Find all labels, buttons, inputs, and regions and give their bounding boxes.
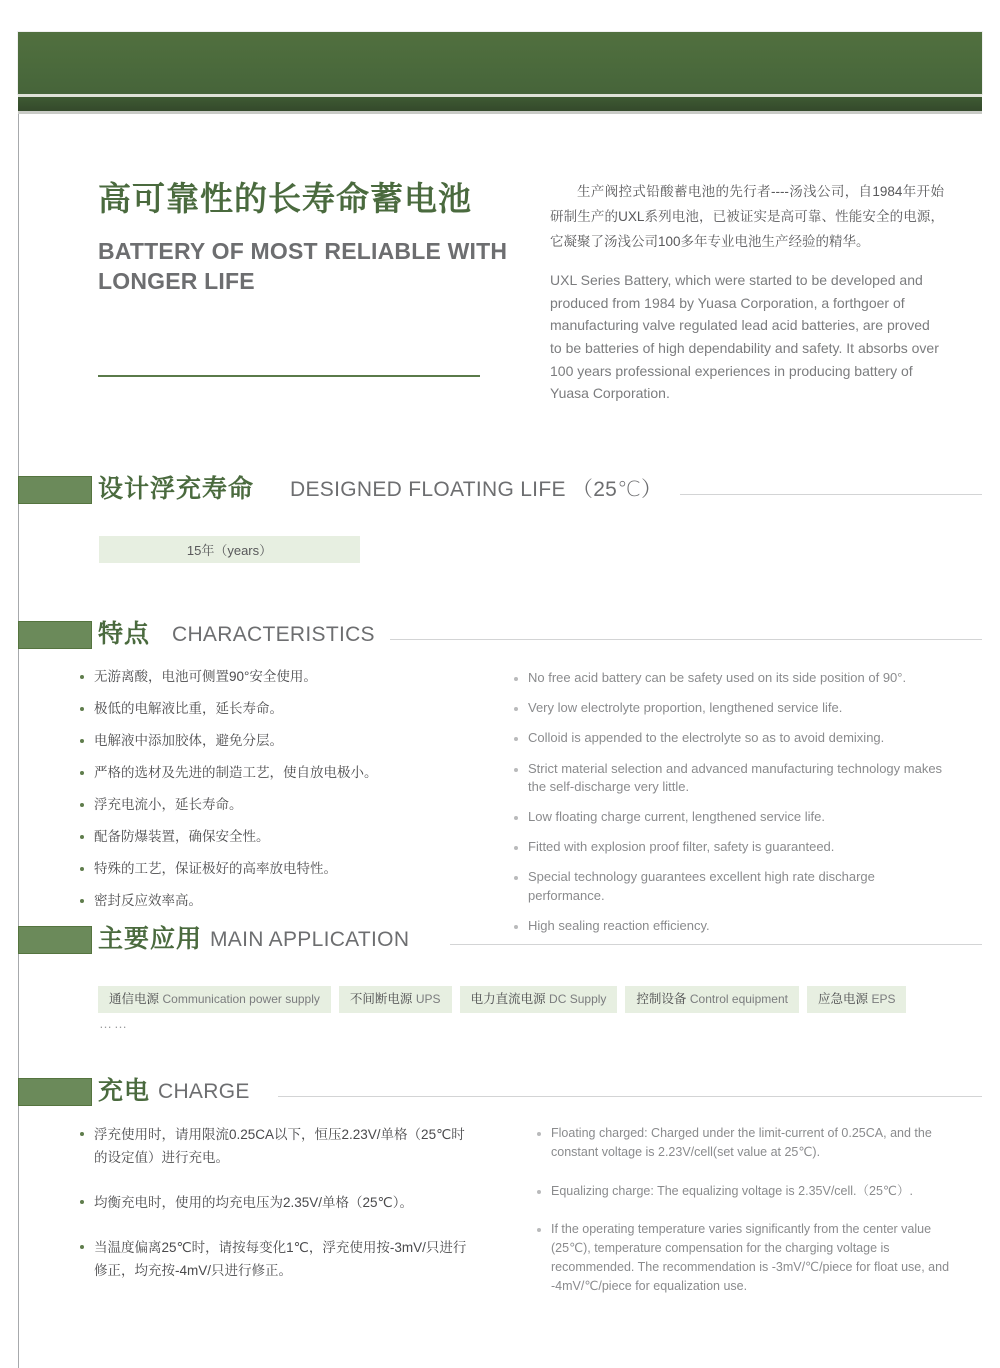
application-tag-cn: 电力直流电源 xyxy=(470,992,550,1006)
banner-foot-bar xyxy=(18,97,982,111)
application-tag-cn: 控制设备 xyxy=(636,992,690,1006)
characteristics-list-en xyxy=(512,669,952,947)
section-title-cn: 主要应用 xyxy=(98,925,203,953)
characteristic-item-cn: 浮充电流小，延长寿命。 xyxy=(78,795,488,815)
characteristic-item-en: Fitted with explosion proof filter, safety is guaranteed. xyxy=(512,838,952,856)
application-tag-cn: 应急电源 xyxy=(817,992,872,1006)
application-tag-list xyxy=(98,986,978,1013)
characteristic-item-en: Low floating charge current, lengthened service life. xyxy=(512,808,952,826)
characteristic-item-en: High sealing reaction efficiency. xyxy=(512,917,952,935)
characteristic-item-en: Colloid is appended to the electrolyte so as to avoid demixing. xyxy=(512,729,952,747)
section-heading xyxy=(0,920,1000,960)
characteristics-list-cn xyxy=(78,667,488,924)
application-tag xyxy=(625,986,799,1013)
charge-item-en: If the operating temperature varies significantly from the center value (25℃), temperature compensation for the charging voltage is recommended. The recommendation is -3mV/℃/piece for float use, and -4mV/℃/piece for equalization use. xyxy=(535,1220,955,1295)
characteristic-item-cn: 无游离酸，电池可侧置90°安全使用。 xyxy=(78,667,488,687)
characteristic-item-cn: 严格的选材及先进的制造工艺，使自放电极小。 xyxy=(78,763,488,783)
section-title-en: MAIN APPLICATION xyxy=(210,928,410,951)
page-title-en: BATTERY OF MOST RELIABLE WITH LONGER LIFE xyxy=(98,238,508,295)
section-title-en: CHARGE xyxy=(158,1080,250,1103)
application-tag-en: UPS xyxy=(415,992,441,1006)
charge-list-cn xyxy=(78,1124,478,1305)
banner-main-bar xyxy=(18,32,982,94)
application-tag-cn: 通信电源 xyxy=(109,992,163,1006)
section-rule xyxy=(680,494,982,495)
application-tag-en: EPS xyxy=(871,992,896,1006)
section-title-en: CHARACTERISTICS xyxy=(172,623,375,646)
banner-shadow xyxy=(18,111,982,114)
header-banner xyxy=(18,32,982,114)
hero-intro-block xyxy=(550,180,944,405)
section-title-cn: 充电 xyxy=(98,1077,151,1105)
section-rule xyxy=(278,1096,982,1097)
charge-item-cn: 当温度偏离25℃时，请按每变化1℃，浮充使用按-3mV/只进行修正，均充按-4mV/只进行修正。 xyxy=(78,1237,478,1283)
characteristic-item-en: No free acid battery can be safety used on its side position of 90°. xyxy=(512,669,952,687)
section-main-application xyxy=(0,920,1000,1031)
section-charge xyxy=(0,1072,1000,1293)
section-designed-floating-life xyxy=(0,470,1000,558)
intro-paragraph-en: UXL Series Battery, which were started to be developed and produced from 1984 by Yuasa Corporation, a forthgoer of manufacturing valve regulated lead acid batteries, are proved to be batteries of high dependability and safety. It absorbs over 100 years professional experiences in producing battery of Yuasa Corporation. xyxy=(550,271,939,402)
charge-item-en: Equalizing charge: The equalizing voltage is 2.35V/cell.（25℃）. xyxy=(535,1182,955,1201)
charge-item-cn: 浮充使用时，请用限流0.25CA以下，恒压2.23V/单格（25℃时的设定值）进行充电。 xyxy=(78,1124,478,1170)
characteristic-item-cn: 配备防爆装置，确保安全性。 xyxy=(78,827,488,847)
section-heading xyxy=(0,615,1000,655)
charge-item-en: Floating charged: Charged under the limit-current of 0.25CA, and the constant voltage is 2.23V/cell(set value at 25℃). xyxy=(535,1124,955,1162)
charge-list-en xyxy=(535,1124,955,1315)
page-title-cn: 高可靠性的长寿命蓄电池 xyxy=(98,180,472,217)
hero-title-block xyxy=(98,178,518,297)
application-more-ellipsis: …… xyxy=(99,1016,129,1031)
application-tag-en: Communication power supply xyxy=(162,992,320,1006)
characteristic-item-en: Special technology guarantees excellent high rate discharge performance. xyxy=(512,868,952,904)
charge-item-cn: 均衡充电时，使用的均充电压为2.35V/单格（25℃）。 xyxy=(78,1192,478,1215)
section-heading xyxy=(0,470,1000,510)
section-heading xyxy=(0,1072,1000,1112)
section-marker-icon xyxy=(18,476,92,504)
characteristic-item-cn: 极低的电解液比重，延长寿命。 xyxy=(78,699,488,719)
section-marker-icon xyxy=(18,1078,92,1106)
characteristic-item-en: Strict material selection and advanced manufacturing technology makes the self-discharge very little. xyxy=(512,760,952,796)
section-rule xyxy=(390,639,982,640)
section-characteristics xyxy=(0,615,1000,933)
application-tag xyxy=(460,986,618,1013)
section-title-cn: 设计浮充寿命 xyxy=(98,475,255,503)
section-marker-icon xyxy=(18,621,92,649)
application-tag-en: DC Supply xyxy=(549,992,607,1006)
application-tag xyxy=(339,986,452,1013)
section-rule xyxy=(450,944,982,945)
characteristic-item-cn: 特殊的工艺，保证极好的高率放电特性。 xyxy=(78,859,488,879)
characteristic-item-en: Very low electrolyte proportion, lengthened service life. xyxy=(512,699,952,717)
title-underline xyxy=(98,375,480,377)
application-tag xyxy=(807,986,907,1013)
application-tag-cn: 不间断电源 xyxy=(349,992,416,1006)
characteristic-item-cn: 密封反应效率高。 xyxy=(78,891,488,911)
intro-paragraph-cn: 生产阀控式铅酸蓄电池的先行者----汤浅公司，自1984年开始研制生产的UXL系列电池，已被证实是高可靠、性能安全的电源，它凝聚了汤浅公司100多年专业电池生产经验的精华。 xyxy=(550,184,944,249)
section-title-en: DESIGNED FLOATING LIFE （25℃） xyxy=(290,478,663,501)
characteristic-item-cn: 电解液中添加胶体，避免分层。 xyxy=(78,731,488,751)
hero-section xyxy=(0,160,1000,400)
application-tag xyxy=(98,986,331,1013)
section-title-cn: 特点 xyxy=(98,620,151,648)
floating-life-value: 15年（years） xyxy=(99,536,360,563)
application-tag-en: Control equipment xyxy=(689,992,788,1006)
section-marker-icon xyxy=(18,926,92,954)
